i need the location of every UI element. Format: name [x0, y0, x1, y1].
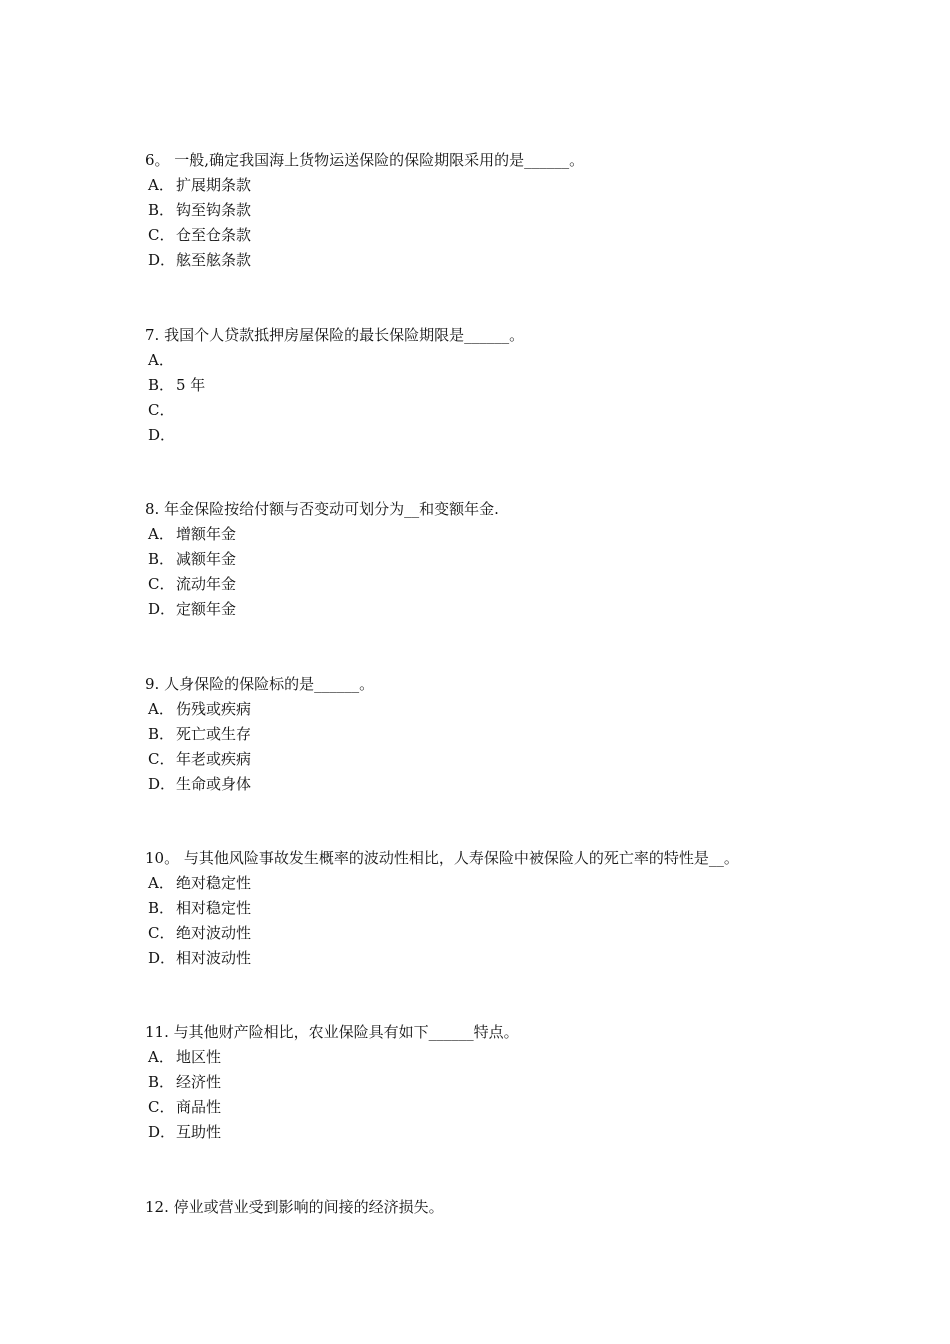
- option-c: [145, 398, 925, 423]
- option-text: 相对波动性: [176, 949, 252, 967]
- option-letter: B．: [148, 725, 175, 743]
- option-letter: D．: [148, 600, 176, 618]
- option-letter: A．: [148, 1048, 174, 1066]
- option-text: 流动年金: [176, 575, 237, 593]
- question-stem: 9. 人身保险的保险标的是______。: [145, 675, 375, 693]
- option-d: [145, 248, 925, 273]
- option-d: [145, 946, 925, 971]
- question-10: [145, 846, 925, 971]
- option-letter: A．: [148, 700, 174, 718]
- option-text: 仓至仓条款: [176, 226, 252, 244]
- option-letter: A．: [148, 176, 174, 194]
- option-letter: C．: [148, 226, 175, 244]
- option-d: [145, 423, 925, 448]
- option-c: [145, 921, 925, 946]
- option-letter: B．: [148, 550, 175, 568]
- option-a: [145, 173, 925, 198]
- option-a: [145, 697, 925, 722]
- option-letter: C．: [148, 924, 175, 942]
- option-text: 减额年金: [176, 550, 237, 568]
- option-b: [145, 722, 925, 747]
- option-text: 定额年金: [176, 600, 237, 618]
- option-d: [145, 772, 925, 797]
- option-text: 年老或疾病: [176, 750, 252, 768]
- question-12: [145, 1195, 925, 1220]
- option-text: 绝对波动性: [176, 924, 252, 942]
- option-letter: A．: [148, 351, 174, 369]
- option-c: [145, 223, 925, 248]
- option-text: 死亡或生存: [176, 725, 252, 743]
- option-c: [145, 747, 925, 772]
- option-c: [145, 572, 925, 597]
- question-9: [145, 672, 925, 797]
- option-text: 商品性: [176, 1098, 222, 1116]
- option-letter: A．: [148, 874, 174, 892]
- option-letter: D．: [148, 949, 176, 967]
- option-letter: B．: [148, 1073, 175, 1091]
- option-a: [145, 348, 925, 373]
- option-letter: B．: [148, 899, 175, 917]
- question-stem: 6。 一般,确定我国海上货物运送保险的保险期限采用的是______。: [145, 151, 585, 169]
- option-a: [145, 522, 925, 547]
- option-b: [145, 896, 925, 921]
- option-text: 相对稳定性: [176, 899, 252, 917]
- option-text: 经济性: [176, 1073, 222, 1091]
- option-c: [145, 1095, 925, 1120]
- option-a: [145, 871, 925, 896]
- option-text: 钩至钩条款: [176, 201, 252, 219]
- option-d: [145, 597, 925, 622]
- option-text: 舷至舷条款: [176, 251, 252, 269]
- option-letter: D．: [148, 251, 176, 269]
- option-a: [145, 1045, 925, 1070]
- option-text: 绝对稳定性: [176, 874, 252, 892]
- question-7: [145, 323, 925, 448]
- option-b: [145, 373, 925, 398]
- option-letter: D．: [148, 1123, 176, 1141]
- option-text: 互助性: [176, 1123, 222, 1141]
- option-letter: B．: [148, 376, 175, 394]
- question-8: [145, 497, 925, 622]
- question-6: [145, 148, 925, 273]
- question-11: [145, 1020, 925, 1145]
- question-stem: 11. 与其他财产险相比，农业保险具有如下______特点。: [145, 1023, 519, 1041]
- option-letter: C．: [148, 401, 175, 419]
- option-letter: A．: [148, 525, 174, 543]
- question-stem: 10。 与其他风险事故发生概率的波动性相比，人寿保险中被保险人的死亡率的特性是__。: [145, 849, 739, 867]
- option-b: [145, 547, 925, 572]
- option-letter: D．: [148, 426, 176, 444]
- option-text: 扩展期条款: [176, 176, 252, 194]
- option-text: 地区性: [176, 1048, 222, 1066]
- option-text: 5 年: [176, 376, 206, 394]
- option-text: 增额年金: [176, 525, 237, 543]
- question-stem: 7. 我国个人贷款抵押房屋保险的最长保险期限是______。: [145, 326, 525, 344]
- option-letter: B．: [148, 201, 175, 219]
- option-letter: C．: [148, 575, 175, 593]
- question-stem: 8. 年金保险按给付额与否变动可划分为__和变额年金.: [145, 500, 499, 518]
- option-letter: C．: [148, 750, 175, 768]
- option-text: 生命或身体: [176, 775, 252, 793]
- option-text: 伤残或疾病: [176, 700, 252, 718]
- option-b: [145, 1070, 925, 1095]
- option-letter: C．: [148, 1098, 175, 1116]
- question-stem: 12. 停业或营业受到影响的间接的经济损失。: [145, 1198, 444, 1216]
- option-b: [145, 198, 925, 223]
- option-d: [145, 1120, 925, 1145]
- option-letter: D．: [148, 775, 176, 793]
